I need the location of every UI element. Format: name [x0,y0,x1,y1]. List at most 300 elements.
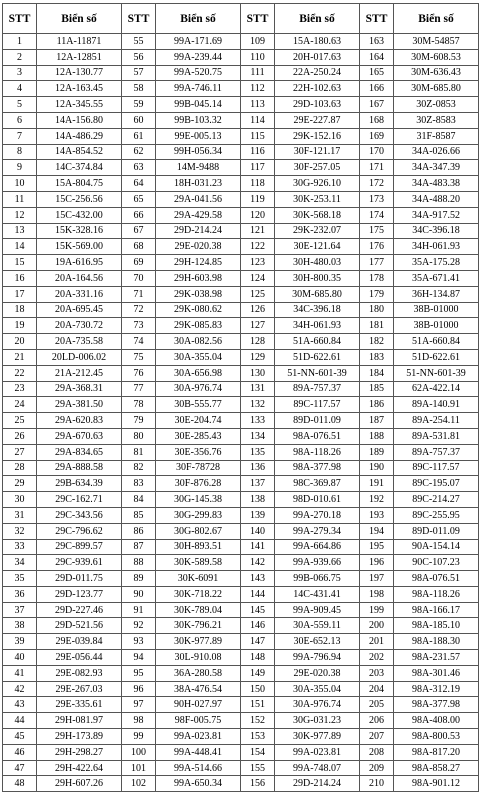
plate-cell: 14A-486.29 [37,128,122,144]
table-row [3,381,479,397]
stt-cell: 198 [360,586,394,602]
stt-cell: 36 [3,586,37,602]
plate-cell: 89A-757.37 [275,381,360,397]
plate-cell: 99A-746.11 [156,81,241,97]
stt-cell: 1 [3,34,37,50]
plate-cell: 30E-204.74 [156,413,241,429]
stt-cell: 97 [122,697,156,713]
table-row [3,476,479,492]
plate-cell: 30K-568.18 [275,207,360,223]
stt-cell: 89 [122,571,156,587]
plate-cell: 15A-180.63 [275,34,360,50]
stt-cell: 166 [360,81,394,97]
stt-cell: 3 [3,65,37,81]
stt-cell: 64 [122,176,156,192]
stt-cell: 12 [3,207,37,223]
stt-cell: 102 [122,776,156,792]
stt-cell: 177 [360,255,394,271]
plate-cell: 89D-011.09 [275,413,360,429]
stt-cell: 139 [241,507,275,523]
stt-cell: 20 [3,334,37,350]
table-row [3,128,479,144]
plate-cell: 90A-154.14 [394,539,479,555]
plate-cell: 30K-718.22 [156,586,241,602]
stt-cell: 188 [360,428,394,444]
stt-cell: 189 [360,444,394,460]
table-row [3,650,479,666]
plate-cell: 30K-796.21 [156,618,241,634]
table-row [3,97,479,113]
plate-cell: 30L-910.08 [156,650,241,666]
plate-cell: 36A-280.58 [156,665,241,681]
stt-cell: 59 [122,97,156,113]
stt-cell: 170 [360,144,394,160]
stt-cell: 60 [122,112,156,128]
stt-cell: 88 [122,555,156,571]
plate-cell: 30A-082.56 [156,334,241,350]
stt-cell: 14 [3,239,37,255]
plate-cell: 29A-888.58 [37,460,122,476]
plate-cell: 20A-695.45 [37,302,122,318]
plate-cell: 30K-589.58 [156,555,241,571]
stt-cell: 150 [241,681,275,697]
plate-cell: 29E-227.87 [275,112,360,128]
plate-cell: 90H-027.97 [156,697,241,713]
stt-cell: 180 [360,302,394,318]
plate-cell: 34C-396.18 [275,302,360,318]
stt-cell: 79 [122,413,156,429]
stt-cell: 146 [241,618,275,634]
plate-cell: 29E-082.93 [37,665,122,681]
plate-cell: 98C-369.87 [275,476,360,492]
plate-cell: 36H-134.87 [394,286,479,302]
plate-cell: 20H-017.63 [275,49,360,65]
stt-cell: 154 [241,744,275,760]
plate-cell: 98A-901.12 [394,776,479,792]
plate-cell: 34H-061.93 [394,239,479,255]
plate-cell: 89A-757.37 [394,444,479,460]
header-stt: STT [122,4,156,34]
table-row [3,65,479,81]
plate-cell: 99A-023.81 [275,744,360,760]
table-row [3,571,479,587]
stt-cell: 173 [360,191,394,207]
plate-cell: 98F-005.75 [156,713,241,729]
plate-cell: 62A-422.14 [394,381,479,397]
table-row [3,207,479,223]
table-row [3,428,479,444]
plate-cell: 29H-124.85 [156,255,241,271]
stt-cell: 140 [241,523,275,539]
stt-cell: 125 [241,286,275,302]
plate-cell: 35A-175.28 [394,255,479,271]
stt-cell: 122 [241,239,275,255]
table-row [3,602,479,618]
plate-cell: 29A-834.65 [37,444,122,460]
stt-cell: 151 [241,697,275,713]
plate-cell: 29H-422.64 [37,760,122,776]
plate-cell: 34A-026.66 [394,144,479,160]
plate-cell: 89A-140.91 [394,397,479,413]
stt-cell: 110 [241,49,275,65]
plate-cell: 29K-080.62 [156,302,241,318]
stt-cell: 87 [122,539,156,555]
stt-cell: 5 [3,97,37,113]
stt-cell: 149 [241,665,275,681]
plate-cell: 29K-232.07 [275,223,360,239]
stt-cell: 126 [241,302,275,318]
stt-cell: 46 [3,744,37,760]
plate-cell: 99A-023.81 [156,729,241,745]
plate-cell: 30G-299.83 [156,507,241,523]
plate-cell: 98A-377.98 [275,460,360,476]
stt-cell: 144 [241,586,275,602]
plate-cell: 29A-041.56 [156,191,241,207]
plate-cell: 30K-789.04 [156,602,241,618]
stt-cell: 65 [122,191,156,207]
table-row [3,397,479,413]
plate-cell: 99A-664.86 [275,539,360,555]
stt-cell: 73 [122,318,156,334]
table-row [3,634,479,650]
plate-cell: 29E-056.44 [37,650,122,666]
plate-cell: 98A-076.51 [394,571,479,587]
plate-cell: 29B-634.39 [37,476,122,492]
plate-cell: 98D-010.61 [275,492,360,508]
plate-cell: 30F-876.28 [156,476,241,492]
plate-cell: 15C-256.56 [37,191,122,207]
plate-cell: 29K-085.83 [156,318,241,334]
plate-cell: 29C-939.61 [37,555,122,571]
table-row [3,255,479,271]
stt-cell: 66 [122,207,156,223]
stt-cell: 148 [241,650,275,666]
plate-cell: 29A-670.63 [37,428,122,444]
plate-cell: 29H-173.89 [37,729,122,745]
plate-cell: 29C-343.56 [37,507,122,523]
plate-cell: 51-NN-601-39 [394,365,479,381]
plate-cell: 30A-656.98 [156,365,241,381]
stt-cell: 142 [241,555,275,571]
table-row [3,160,479,176]
stt-cell: 155 [241,760,275,776]
stt-cell: 197 [360,571,394,587]
stt-cell: 24 [3,397,37,413]
stt-cell: 120 [241,207,275,223]
stt-cell: 163 [360,34,394,50]
plate-cell: 29E-335.61 [37,697,122,713]
plate-cell: 29H-603.98 [156,270,241,286]
plate-cell: 30A-355.04 [275,681,360,697]
header-stt: STT [3,4,37,34]
stt-cell: 200 [360,618,394,634]
stt-cell: 209 [360,760,394,776]
stt-cell: 15 [3,255,37,271]
stt-cell: 76 [122,365,156,381]
plate-cell: 29A-368.31 [37,381,122,397]
stt-cell: 91 [122,602,156,618]
plate-cell: 29D-123.77 [37,586,122,602]
table-row [3,318,479,334]
stt-cell: 98 [122,713,156,729]
stt-cell: 143 [241,571,275,587]
stt-cell: 6 [3,112,37,128]
table-row [3,729,479,745]
stt-cell: 17 [3,286,37,302]
stt-cell: 40 [3,650,37,666]
plate-cell: 20A-331.16 [37,286,122,302]
stt-cell: 194 [360,523,394,539]
plate-cell: 29E-039.84 [37,634,122,650]
stt-cell: 131 [241,381,275,397]
stt-cell: 135 [241,444,275,460]
plate-cell: 99B-045.14 [156,97,241,113]
stt-cell: 96 [122,681,156,697]
stt-cell: 21 [3,349,37,365]
stt-cell: 43 [3,697,37,713]
stt-cell: 178 [360,270,394,286]
plate-cell: 30F-121.17 [275,144,360,160]
table-row [3,507,479,523]
stt-cell: 191 [360,476,394,492]
plate-cell: 51A-660.84 [275,334,360,350]
stt-cell: 132 [241,397,275,413]
stt-cell: 100 [122,744,156,760]
plate-cell: 98A-800.53 [394,729,479,745]
stt-cell: 30 [3,492,37,508]
stt-cell: 127 [241,318,275,334]
plate-cell: 51A-660.84 [394,334,479,350]
stt-cell: 81 [122,444,156,460]
stt-cell: 199 [360,602,394,618]
stt-cell: 207 [360,729,394,745]
stt-cell: 58 [122,81,156,97]
plate-cell: 22H-102.63 [275,81,360,97]
stt-cell: 175 [360,223,394,239]
plate-cell: 30M-685.80 [275,286,360,302]
plate-cell: 30H-800.35 [275,270,360,286]
plate-cell: 89C-195.07 [394,476,479,492]
stt-cell: 117 [241,160,275,176]
plate-cell: 89C-214.27 [394,492,479,508]
stt-cell: 205 [360,697,394,713]
stt-cell: 94 [122,650,156,666]
plate-cell: 29K-152.16 [275,128,360,144]
plate-cell: 30B-555.77 [156,397,241,413]
plate-cell: 99A-796.94 [275,650,360,666]
plate-cell: 29C-796.62 [37,523,122,539]
stt-cell: 61 [122,128,156,144]
stt-cell: 92 [122,618,156,634]
stt-cell: 44 [3,713,37,729]
stt-cell: 69 [122,255,156,271]
plate-cell: 51D-622.61 [275,349,360,365]
plate-cell: 29C-162.71 [37,492,122,508]
plate-cell: 29H-081.97 [37,713,122,729]
table-row [3,302,479,318]
plate-cell: 12A-163.45 [37,81,122,97]
stt-cell: 78 [122,397,156,413]
table-row [3,49,479,65]
plate-cell: 29A-381.50 [37,397,122,413]
table-row [3,112,479,128]
stt-cell: 147 [241,634,275,650]
stt-cell: 176 [360,239,394,255]
stt-cell: 164 [360,49,394,65]
stt-cell: 192 [360,492,394,508]
stt-cell: 85 [122,507,156,523]
stt-cell: 67 [122,223,156,239]
plate-cell: 29H-607.26 [37,776,122,792]
plate-cell: 98A-312.19 [394,681,479,697]
plate-cell: 30E-285.43 [156,428,241,444]
plate-cell: 38B-01000 [394,318,479,334]
stt-cell: 77 [122,381,156,397]
plate-cell: 34C-396.18 [394,223,479,239]
plate-cell: 89C-117.57 [394,460,479,476]
table-row [3,223,479,239]
stt-cell: 80 [122,428,156,444]
stt-cell: 16 [3,270,37,286]
plate-cell: 99A-939.66 [275,555,360,571]
plate-cell: 30M-54857 [394,34,479,50]
stt-cell: 70 [122,270,156,286]
plate-cell: 30A-355.04 [156,349,241,365]
plate-cell: 99A-448.41 [156,744,241,760]
plate-cell: 15K-328.16 [37,223,122,239]
table-row [3,492,479,508]
plate-cell: 38A-476.54 [156,681,241,697]
plate-cell: 30E-121.64 [275,239,360,255]
stt-cell: 114 [241,112,275,128]
plate-cell: 14C-374.84 [37,160,122,176]
plate-cell: 99B-066.75 [275,571,360,587]
plate-cell: 34A-488.20 [394,191,479,207]
plate-cell: 30G-802.67 [156,523,241,539]
plate-cell: 99A-748.07 [275,760,360,776]
stt-cell: 202 [360,650,394,666]
plate-cell: 20LD-006.02 [37,349,122,365]
stt-cell: 39 [3,634,37,650]
plate-cell: 30Z-0853 [394,97,479,113]
plate-cell: 98A-166.17 [394,602,479,618]
stt-cell: 34 [3,555,37,571]
plate-cell: 20A-164.56 [37,270,122,286]
plate-cell: 30K-977.89 [156,634,241,650]
plate-cell: 30E-356.76 [156,444,241,460]
plate-cell: 29A-429.58 [156,207,241,223]
stt-cell: 83 [122,476,156,492]
stt-cell: 75 [122,349,156,365]
plate-cell: 98A-408.00 [394,713,479,729]
plate-cell: 30H-480.03 [275,255,360,271]
stt-cell: 115 [241,128,275,144]
plate-cell: 98A-188.30 [394,634,479,650]
stt-cell: 31 [3,507,37,523]
table-row [3,744,479,760]
table-row [3,776,479,792]
plate-cell: 30Z-8583 [394,112,479,128]
stt-cell: 201 [360,634,394,650]
stt-cell: 109 [241,34,275,50]
stt-cell: 22 [3,365,37,381]
stt-cell: 2 [3,49,37,65]
stt-cell: 133 [241,413,275,429]
plate-cell: 89A-531.81 [394,428,479,444]
header-plate: Biển số [156,4,241,34]
stt-cell: 35 [3,571,37,587]
stt-cell: 26 [3,428,37,444]
stt-cell: 206 [360,713,394,729]
plate-cell: 30E-652.13 [275,634,360,650]
stt-cell: 169 [360,128,394,144]
plate-cell: 14A-854.52 [37,144,122,160]
plate-cell: 29A-620.83 [37,413,122,429]
header-row [3,4,479,34]
plate-cell: 30M-608.53 [394,49,479,65]
plate-cell: 98A-118.26 [275,444,360,460]
header-plate: Biển số [394,4,479,34]
stt-cell: 47 [3,760,37,776]
stt-cell: 203 [360,665,394,681]
plate-cell: 34A-917.52 [394,207,479,223]
header-plate: Biển số [275,4,360,34]
plate-cell: 12A-12851 [37,49,122,65]
stt-cell: 128 [241,334,275,350]
table-row [3,34,479,50]
stt-cell: 4 [3,81,37,97]
stt-cell: 137 [241,476,275,492]
plate-cell: 30K-977.89 [275,729,360,745]
plate-cell: 29D-227.46 [37,602,122,618]
stt-cell: 19 [3,318,37,334]
stt-cell: 95 [122,665,156,681]
stt-cell: 13 [3,223,37,239]
table-row [3,413,479,429]
stt-cell: 62 [122,144,156,160]
plate-cell: 29K-038.98 [156,286,241,302]
table-row [3,81,479,97]
stt-cell: 11 [3,191,37,207]
plate-cell: 90C-107.23 [394,555,479,571]
stt-cell: 68 [122,239,156,255]
stt-cell: 116 [241,144,275,160]
plate-cell: 15K-569.00 [37,239,122,255]
table-body [3,34,479,792]
stt-cell: 9 [3,160,37,176]
plate-cell: 89C-255.95 [394,507,479,523]
plate-cell: 30F-257.05 [275,160,360,176]
stt-cell: 123 [241,255,275,271]
stt-cell: 55 [122,34,156,50]
stt-cell: 167 [360,97,394,113]
plate-cell: 30M-636.43 [394,65,479,81]
stt-cell: 38 [3,618,37,634]
stt-cell: 71 [122,286,156,302]
stt-cell: 182 [360,334,394,350]
stt-cell: 190 [360,460,394,476]
stt-cell: 41 [3,665,37,681]
plate-cell: 21A-212.45 [37,365,122,381]
table-row [3,191,479,207]
plate-cell: 30G-031.23 [275,713,360,729]
stt-cell: 130 [241,365,275,381]
header-plate: Biển số [37,4,122,34]
plate-cell: 31F-8587 [394,128,479,144]
plate-cell: 51-NN-601-39 [275,365,360,381]
stt-cell: 152 [241,713,275,729]
table-row [3,286,479,302]
